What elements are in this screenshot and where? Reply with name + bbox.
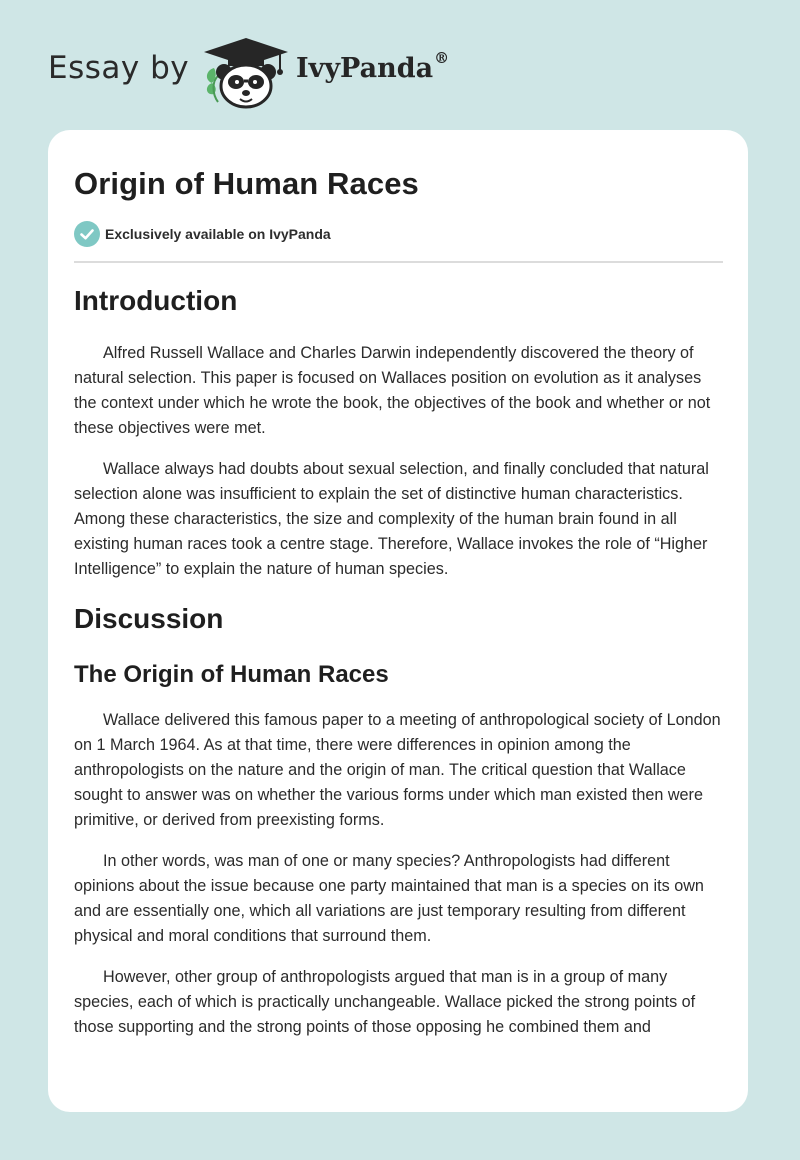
brand-name: IvyPanda bbox=[296, 53, 434, 84]
paragraph: Alfred Russell Wallace and Charles Darwin independently discovered the theory of natural selection. This paper is focused on Wallaces position on evolution as it analyses the context under which he wrote the book, the objectives of the book and whether or not these objectives were met. bbox=[74, 344, 711, 437]
brand-logo-text[interactable] bbox=[296, 49, 450, 84]
page-title: Origin of Human Races bbox=[74, 166, 419, 201]
subsection-heading: The Origin of Human Races bbox=[74, 661, 389, 688]
paragraph: In other words, was man of one or many species? Anthropologists had different opinions about the issue because one party maintained that man is a species on its own and are essentially one, which all variations are just temporary resulting from different physical and moral conditions that surround them. bbox=[74, 852, 704, 945]
essay-card bbox=[48, 130, 748, 1112]
check-circle-icon bbox=[74, 221, 100, 247]
paragraph: Wallace always had doubts about sexual selection, and finally concluded that natural selection alone was insufficient to explain the set of distinctive human characteristics. Among these characteristics, the size and complexity of the human brain found in all existing human races took a centre stage. Therefore, Wallace invokes the role of “Higher Intelligence” to explain the nature of human species. bbox=[74, 460, 709, 578]
registered-mark: ® bbox=[434, 49, 450, 67]
site-header bbox=[0, 0, 800, 130]
exclusive-badge bbox=[74, 221, 331, 247]
section-heading-introduction: Introduction bbox=[74, 285, 238, 316]
title-divider bbox=[74, 261, 723, 263]
panda-graduate-icon[interactable] bbox=[200, 36, 292, 110]
article-body bbox=[74, 284, 725, 1056]
section-heading-discussion: Discussion bbox=[74, 603, 224, 634]
paragraph: Wallace delivered this famous paper to a meeting of anthropological society of London on 1 March 1964. As at that time, there were differences in opinion among the anthropologists on the nature and the origin of man. The critical question that Wallace sought to answer was on whether the various forms under which man existed then were primitive, or derived from preexisting forms. bbox=[74, 711, 721, 829]
exclusive-badge-label: Exclusively available on IvyPanda bbox=[105, 226, 331, 242]
paragraph: However, other group of anthropologists argued that man is in a group of many species, each of which is practically unchangeable. Wallace picked the strong points of those supporting and the strong points of those opposing he combined them and bbox=[74, 968, 696, 1036]
essay-by-label: Essay by bbox=[48, 50, 190, 86]
